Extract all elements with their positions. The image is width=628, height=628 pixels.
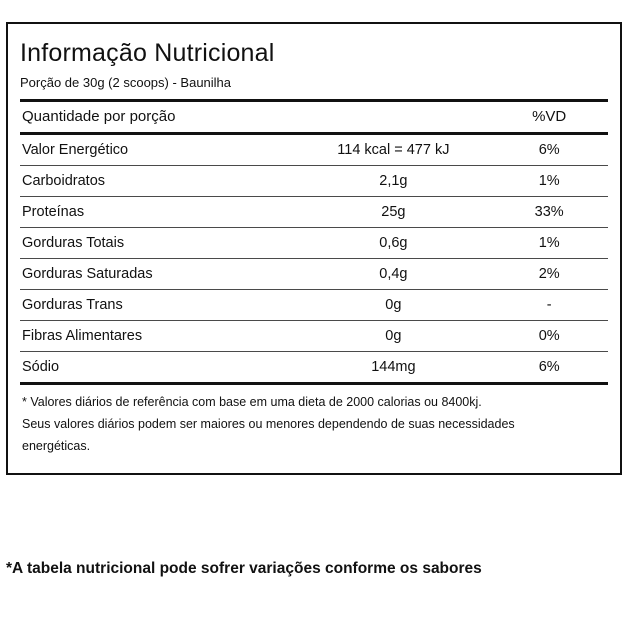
row-label: Carboidratos xyxy=(22,173,106,189)
row-amount: 25g xyxy=(381,204,406,220)
row-label: Fibras Alimentares xyxy=(22,328,143,344)
table-row xyxy=(20,228,608,259)
row-amount: 114 kcal = 477 kJ xyxy=(337,142,450,158)
nutrition-panel-inner xyxy=(8,24,620,473)
row-label: Sódio xyxy=(22,359,60,375)
nutrition-table-body xyxy=(20,135,608,382)
table-header-row xyxy=(20,102,608,132)
header-amount xyxy=(296,102,490,132)
row-daily-value: 0% xyxy=(538,328,560,344)
row-daily-value: 33% xyxy=(534,204,564,220)
row-amount: 0g xyxy=(385,328,402,344)
row-daily-value: 1% xyxy=(538,173,560,189)
table-row xyxy=(20,321,608,352)
row-daily-value: 6% xyxy=(538,142,560,158)
nutrition-table-head xyxy=(20,102,608,132)
header-daily-value: %VD xyxy=(532,108,567,125)
row-amount: 144mg xyxy=(371,359,416,375)
row-amount: 0,4g xyxy=(379,266,408,282)
row-daily-value: 6% xyxy=(538,359,560,375)
table-row xyxy=(20,259,608,290)
row-daily-value: - xyxy=(546,297,552,313)
page-title: Informação Nutricional xyxy=(20,39,275,67)
footnote-line-2: Seus valores diários podem ser maiores ou menores dependendo de suas necessidades xyxy=(22,417,515,431)
row-label: Gorduras Totais xyxy=(22,235,125,251)
table-row xyxy=(20,135,608,166)
row-daily-value: 1% xyxy=(538,235,560,251)
footnote-line-1: * Valores diários de referência com base em uma dieta de 2000 calorias ou 8400kj. xyxy=(22,395,482,409)
table-row xyxy=(20,290,608,321)
row-daily-value: 2% xyxy=(538,266,560,282)
table-row xyxy=(20,197,608,228)
row-amount: 2,1g xyxy=(379,173,408,189)
row-amount: 0,6g xyxy=(379,235,408,251)
nutrition-facts-panel xyxy=(6,22,622,475)
header-quantity-per-serving: Quantidade por porção xyxy=(22,108,176,125)
footnote-block xyxy=(20,385,608,467)
row-label: Valor Energético xyxy=(22,142,129,158)
flavor-variation-disclaimer: *A tabela nutricional pode sofrer variações conforme os sabores xyxy=(6,560,482,577)
footnote-line-3: energéticas. xyxy=(22,439,91,453)
table-row xyxy=(20,352,608,383)
nutrition-table xyxy=(20,102,608,132)
row-label: Gorduras Saturadas xyxy=(22,266,153,282)
row-amount: 0g xyxy=(385,297,402,313)
row-label: Gorduras Trans xyxy=(22,297,123,313)
table-row xyxy=(20,166,608,197)
serving-size-text: Porção de 30g (2 scoops) - Baunilha xyxy=(20,75,232,90)
nutrition-table-body-wrap xyxy=(20,135,608,382)
row-label: Proteínas xyxy=(22,204,85,220)
